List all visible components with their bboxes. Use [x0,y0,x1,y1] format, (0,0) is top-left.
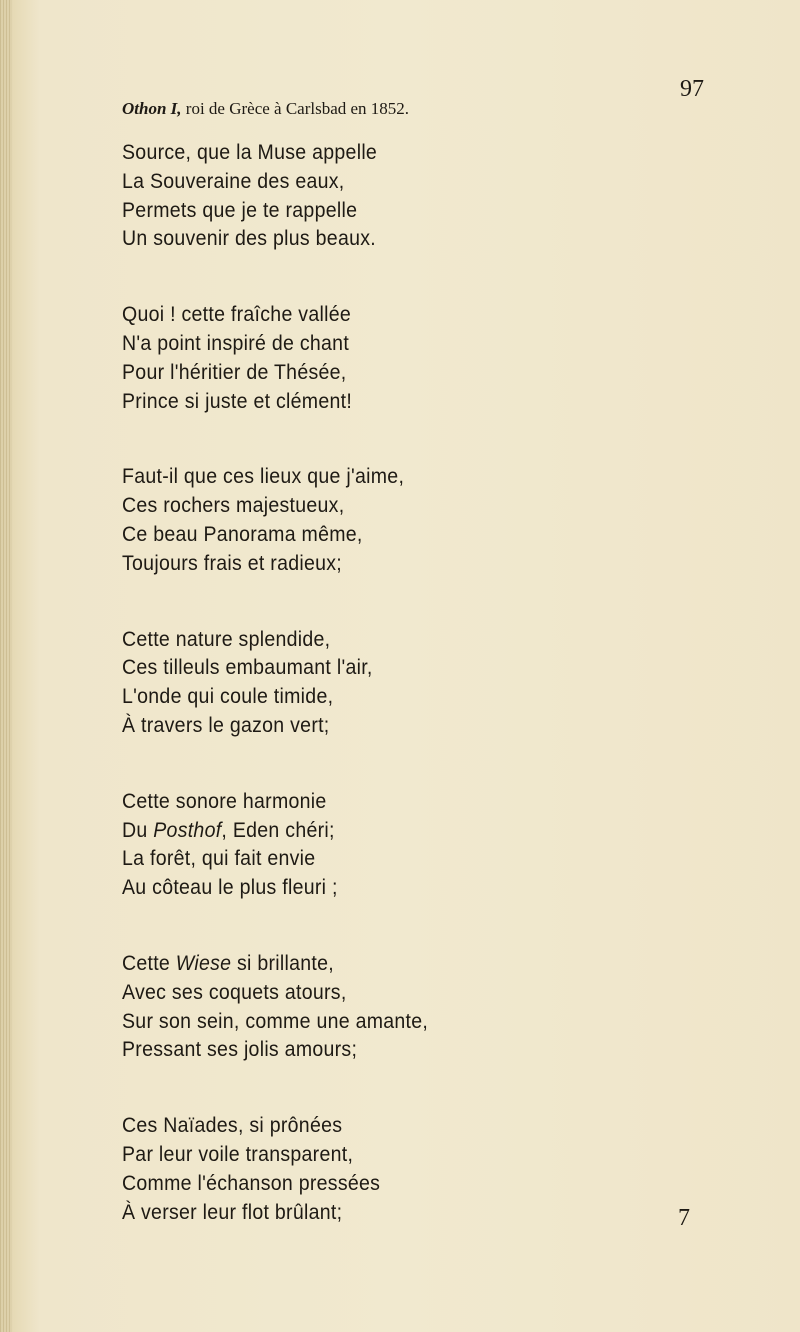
verse-line: Faut-il que ces lieux que j'aime, [122,465,405,489]
verse-line: Pour l'héritier de Thésée, [122,360,347,384]
verse-fragment: si brillante, [231,951,334,975]
heading-italic: Othon I, [122,99,182,118]
verse-line: Au côteau le plus fleuri ; [122,876,338,900]
verse-line: Comme l'échanson pressées [122,1171,381,1195]
stanza [122,950,428,1065]
stanza [122,301,428,416]
verse-line: La forêt, qui fait envie [122,847,316,871]
stanza [122,139,428,254]
verse-line: Source, que la Muse appelle [122,141,378,164]
verse-line: Ce beau Panorama même, [122,522,363,546]
poem-heading [122,99,409,119]
verse-line: Ces tilleuls embaumant l'air, [122,656,373,680]
stanza [122,626,428,741]
verse-line: La Souveraine des eaux, [122,169,345,193]
verse-line: Avec ses coquets atours, [122,980,347,1004]
verse-line: Toujours frais et radieux; [122,551,343,575]
stanza [122,463,428,578]
book-binding-edge [0,0,12,1332]
verse-line: Pressant ses jolis amours; [122,1038,358,1062]
verse-line: Ces rochers majestueux, [122,494,345,518]
verse-line: Cette sonore harmonie [122,789,327,813]
stanza [122,1112,428,1227]
stanza [122,788,428,903]
verse-line: Sur son sein, comme une amante, [122,1009,429,1033]
verse-line: Ces Naïades, si prônées [122,1114,343,1138]
verse-line: Permets que je te rappelle [122,198,358,222]
verse-line: Un souvenir des plus beaux. [122,227,376,251]
heading-text: roi de Grèce à Carlsbad en 1852. [185,99,410,118]
verse-fragment: , Eden chéri; [221,818,335,842]
verse-fragment: Du [122,818,154,842]
verse-line: Par leur voile transparent, [122,1142,354,1166]
verse-line: À travers le gazon vert; [122,713,330,737]
poem-body [122,139,428,1274]
verse-line: Prince si juste et clément! [122,389,353,413]
verse-line [122,950,428,979]
italic-word: Posthof [153,818,222,842]
verse-line: À verser leur flot brûlant; [122,1200,343,1224]
verse-line: Cette nature splendide, [122,627,331,651]
page-number: 97 [680,76,704,102]
verse-line [122,817,428,846]
verse-line: Quoi ! cette fraîche vallée [122,303,351,327]
verse-line: L'onde qui coule timide, [122,685,334,709]
verse-fragment: Cette [122,951,176,975]
verse-line: N'a point inspiré de chant [122,331,350,355]
italic-word: Wiese [175,951,232,975]
signature-mark: 7 [678,1205,690,1231]
